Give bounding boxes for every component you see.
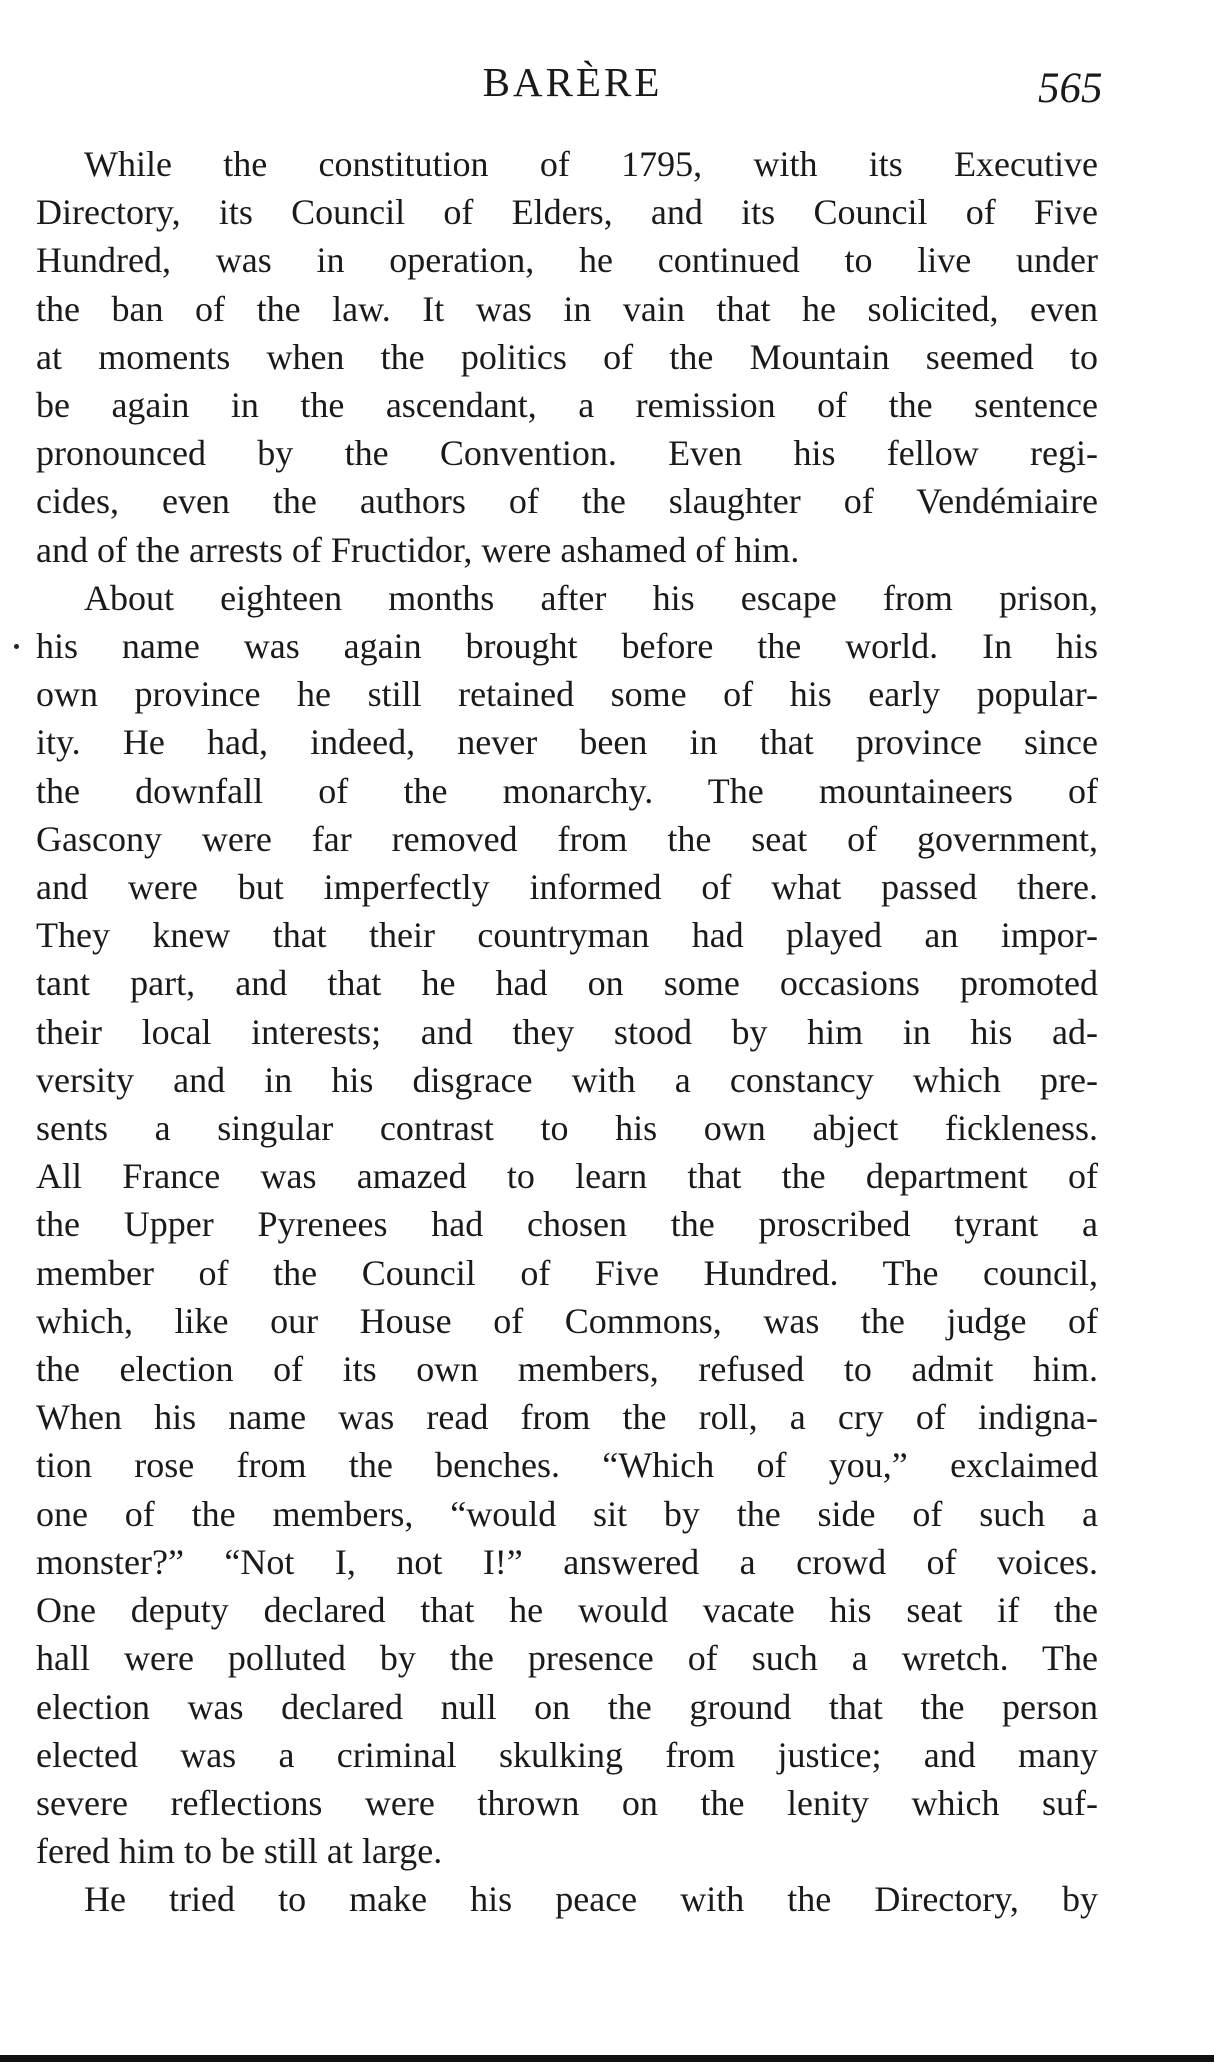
- page-number: 565: [1038, 65, 1103, 112]
- text-line: ity. He had, indeed, never been in that province since: [36, 722, 1098, 763]
- text-line: and of the arrests of Fructidor, were ashamed of him.: [36, 529, 800, 570]
- text-line: sents a singular contrast to his own abject fickleness.: [36, 1108, 1098, 1149]
- bottom-rule: [0, 2055, 1214, 2062]
- text-line: tant part, and that he had on some occasions promoted: [36, 963, 1098, 1004]
- text-line: cides, even the authors of the slaughter of Vendémiaire: [36, 481, 1098, 522]
- text-line: When his name was read from the roll, a cry of indigna-: [36, 1397, 1098, 1438]
- text-line: his name was again brought before the world. In his: [36, 626, 1098, 667]
- text-line: election was declared null on the ground that the person: [36, 1686, 1098, 1727]
- paragraph: [36, 140, 1098, 574]
- text-line: own province he still retained some of his early popular-: [36, 674, 1098, 715]
- text-line: Directory, its Council of Elders, and its Council of Five: [36, 192, 1098, 233]
- text-line: one of the members, “would sit by the side of such a: [36, 1493, 1098, 1534]
- text-line: tion rose from the benches. “Which of you,” exclaimed: [36, 1445, 1098, 1486]
- text-line: at moments when the politics of the Mountain seemed to: [36, 336, 1098, 377]
- text-line: They knew that their countryman had played an impor-: [36, 915, 1098, 956]
- text-line: He tried to make his peace with the Directory, by: [84, 1879, 1098, 1920]
- text-line: their local interests; and they stood by him in his ad-: [36, 1011, 1098, 1052]
- text-line: While the constitution of 1795, with its Executive: [84, 144, 1098, 184]
- text-line: About eighteen months after his escape from prison,: [84, 577, 1098, 618]
- margin-mark: [14, 644, 19, 649]
- text-line: and were but imperfectly informed of what passed there.: [36, 867, 1098, 908]
- paragraph: [36, 574, 1098, 1875]
- text-line: One deputy declared that he would vacate his seat if the: [36, 1590, 1098, 1631]
- text-line: pronounced by the Convention. Even his fellow regi-: [36, 433, 1098, 474]
- text-line: Gascony were far removed from the seat of government,: [36, 818, 1098, 859]
- text-line: elected was a criminal skulking from justice; and many: [36, 1734, 1098, 1775]
- text-line: All France was amazed to learn that the department of: [36, 1156, 1098, 1197]
- text-line: the election of its own members, refused to admit him.: [36, 1349, 1098, 1390]
- text-line: versity and in his disgrace with a constancy which pre-: [36, 1059, 1098, 1100]
- text-line: severe reflections were thrown on the lenity which suf-: [36, 1782, 1098, 1823]
- text-line: the Upper Pyrenees had chosen the proscribed tyrant a: [36, 1204, 1098, 1245]
- paragraph: [36, 1875, 1098, 1923]
- text-line: the downfall of the monarchy. The mountaineers of: [36, 770, 1098, 811]
- text-line: which, like our House of Commons, was the judge of: [36, 1300, 1098, 1341]
- text-line: fered him to be still at large.: [36, 1831, 443, 1872]
- text-line: monster?” “Not I, not I!” answered a crowd of voices.: [36, 1541, 1098, 1582]
- body-text: [36, 140, 1098, 1924]
- text-line: the ban of the law. It was in vain that he solicited, even: [36, 288, 1098, 329]
- running-title: BARÈRE: [482, 59, 663, 105]
- text-line: be again in the ascendant, a remission of the sentence: [36, 385, 1098, 426]
- text-line: Hundred, was in operation, he continued to live under: [36, 240, 1098, 281]
- text-line: hall were polluted by the presence of such a wretch. The: [36, 1638, 1098, 1679]
- text-line: member of the Council of Five Hundred. The council,: [36, 1252, 1098, 1293]
